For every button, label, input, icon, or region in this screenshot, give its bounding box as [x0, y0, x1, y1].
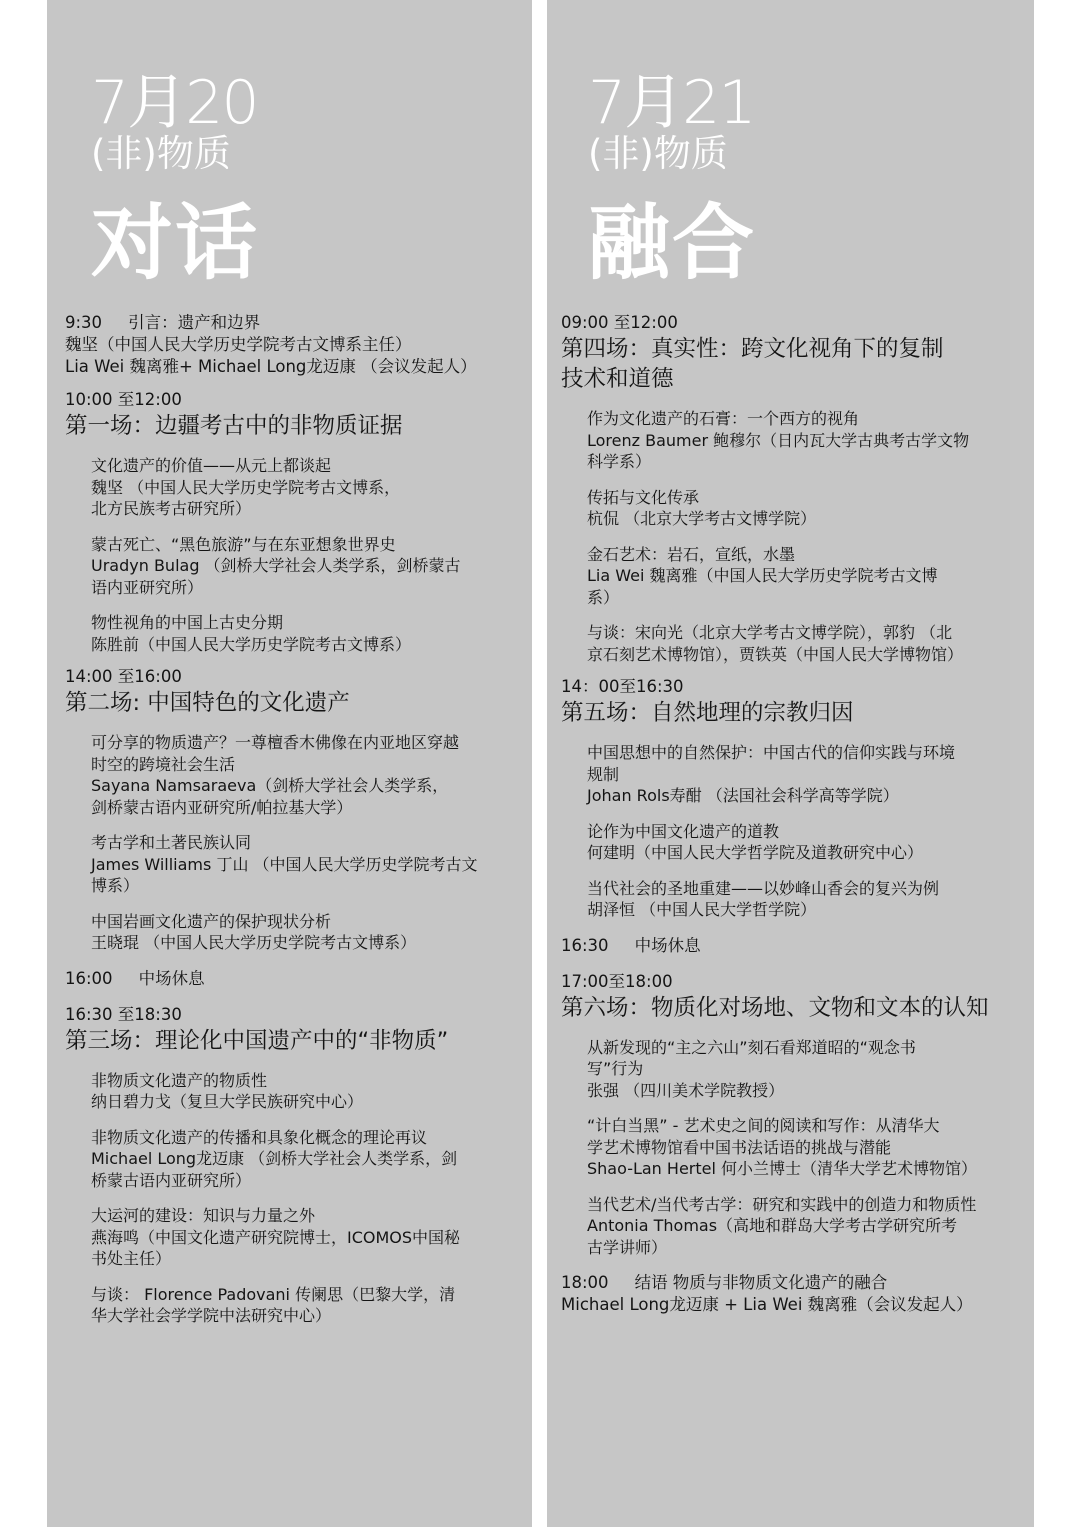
talk-speaker: Shao-Lan Hertel 何小兰博士（清华大学艺术博物馆）: [587, 1159, 978, 1178]
break-label: 中场休息: [138, 968, 205, 988]
talk-item: [587, 1194, 1026, 1259]
closing-block: [561, 1272, 1026, 1316]
opening-line: Lia Wei 魏离雅+ Michael Long龙迈康 （会议发起人）: [65, 357, 477, 376]
talk-title: 当代艺术/当代考古学：研究和实践中的创造力和物质性: [587, 1194, 977, 1214]
day2-column: [547, 0, 1034, 1527]
talk-item: [91, 1284, 524, 1327]
talk-item: [587, 878, 1026, 921]
day1-date: 7月20: [91, 68, 258, 138]
talk-item: [587, 821, 1026, 864]
talk-item: [587, 1115, 1026, 1180]
session-title: 第二场: 中国特色的文化遗产: [65, 690, 350, 716]
day1-subtitle: (非)物质: [91, 132, 231, 175]
talk-item: [587, 622, 1026, 665]
opening-title: 引言：遗产和边界: [128, 313, 261, 332]
session-2: [65, 666, 524, 954]
opening-block: [65, 312, 524, 378]
talk-speaker: 魏坚 （中国人民大学历史学院考古文博系， 北方民族考古研究所）: [91, 477, 401, 518]
session-4: [561, 312, 1026, 665]
session-title: 第一场：边疆考古中的非物质证据: [65, 413, 403, 439]
talk-title: 作为文化遗产的石膏：一个西方的视角: [587, 409, 860, 428]
talk-speaker: 杭侃 （北京大学考古文博学院）: [587, 509, 817, 528]
break-block: [561, 935, 1026, 957]
session-3: [65, 1004, 524, 1327]
talk-title: 考古学和土著民族认同: [91, 833, 252, 852]
talk-speaker: Sayana Namsaraeva（剑桥大学社会人类学系， 剑桥蒙古语内亚研究所/帕拉基大学）: [91, 776, 449, 817]
opening-line: 魏坚（中国人民大学历史学院考古文博系主任）: [65, 335, 412, 354]
talk-speaker: 纳日碧力戈（复旦大学民族研究中心）: [91, 1092, 364, 1111]
day2-date: 7月21: [588, 68, 755, 138]
break-time: 16:30: [561, 935, 609, 955]
talk-item: [91, 1070, 524, 1113]
talk-title: 从新发现的“主之六山”刻石看郑道昭的“观念书 写”行为: [587, 1037, 916, 1078]
talk-speaker: 胡泽恒 （中国人民大学哲学院）: [587, 900, 817, 919]
session-title: 第三场：理论化中国遗产中的“非物质”: [65, 1027, 449, 1054]
opening-time: 9:30: [65, 313, 103, 332]
talk-title: 非物质文化遗产的传播和具象化概念的理论再议: [91, 1127, 428, 1147]
talk-item: [91, 612, 524, 655]
discussant: 与谈：宋向光（北京大学考古文博学院），郭豹 （北 京石刻艺术博物馆），贾铁英（中国人民大学博物馆）: [587, 623, 964, 664]
session-time: 10:00 至12:00: [65, 390, 182, 409]
talk-item: [91, 1127, 524, 1192]
break-time: 16:00: [65, 968, 113, 988]
talk-title: 大运河的建设：知识与力量之外: [91, 1206, 316, 1225]
closing-title: 结语 物质与非物质文化遗产的融合: [634, 1273, 888, 1292]
session-title: 第六场：物质化对场地、文物和文本的认知: [561, 994, 989, 1021]
talk-speaker: Uradyn Bulag （剑桥大学社会人类学系，剑桥蒙古 语内亚研究所）: [91, 556, 461, 597]
day1-column: [47, 0, 532, 1527]
session-title: 第四场：真实性：跨文化视角下的复制 技术和道德: [561, 336, 944, 392]
talk-speaker: Lia Wei 魏离雅（中国人民大学历史学院考古文博 系）: [587, 566, 938, 607]
talk-item: [587, 544, 1026, 609]
talk-item: [587, 408, 1026, 473]
talk-item: [587, 1037, 1026, 1102]
talk-item: [587, 742, 1026, 807]
talk-title: 中国思想中的自然保护：中国古代的信仰实践与环境 规制: [587, 743, 956, 784]
talk-title: 当代社会的圣地重建——以妙峰山香会的复兴为例: [587, 878, 940, 898]
talk-speaker: 燕海鸣（中国文化遗产研究院博士，ICOMOS中国秘 书处主任）: [91, 1227, 461, 1268]
talk-speaker: James Williams 丁山 （中国人民大学历史学院考古文 博系）: [91, 854, 478, 895]
talk-item: [91, 534, 524, 599]
talk-title: 金石艺术：岩石，宣纸，水墨: [587, 544, 796, 564]
session-1: [65, 389, 524, 655]
talk-title: “计白当黑” - 艺术史之间的阅读和写作：从清华大 学艺术博物馆看中国书法话语的挑战与潜能: [587, 1116, 940, 1157]
discussant: 与谈： Florence Padovani 传阑思（巴黎大学，清 华大学社会学学院中法研究中心）: [91, 1284, 456, 1325]
day2-program: [561, 312, 1026, 1316]
day1-program: [65, 312, 524, 1327]
talk-speaker: Antonia Thomas（高地和群岛大学考古学研究所考 古学讲师）: [587, 1216, 958, 1257]
day1-title: 对话: [91, 196, 260, 291]
talk-title: 非物质文化遗产的物质性: [91, 1070, 268, 1090]
talk-item: [91, 911, 524, 954]
talk-item: [91, 1205, 524, 1270]
talk-speaker: 何建明（中国人民大学哲学院及道教研究中心）: [587, 843, 924, 862]
talk-title: 论作为中国文化遗产的道教: [587, 821, 780, 841]
day2-subtitle: (非)物质: [588, 132, 728, 175]
talk-title: 物性视角的中国上古史分期: [91, 613, 284, 632]
talk-title: 文化遗产的价值——从元上都谈起: [91, 456, 332, 475]
talk-title: 中国岩画文化遗产的保护现状分析: [91, 911, 332, 931]
session-time: 17:00至18:00: [561, 971, 673, 991]
break-label: 中场休息: [634, 935, 701, 955]
talk-item: [91, 732, 524, 818]
break-block: [65, 968, 524, 990]
session-time: 09:00 至12:00: [561, 313, 678, 332]
talk-speaker: Lorenz Baumer 鲍穆尔（日内瓦大学古典考古学文物 科学系）: [587, 430, 970, 471]
talk-item: [587, 487, 1026, 530]
talk-title: 可分享的物质遗产？一尊檀香木佛像在内亚地区穿越 时空的跨境社会生活: [91, 733, 460, 774]
talk-speaker: 王晓琨 （中国人民大学历史学院考古文博系）: [91, 933, 417, 952]
talk-speaker: 陈胜前（中国人民大学历史学院考古文博系）: [91, 634, 412, 654]
session-5: [561, 676, 1026, 921]
closing-line: Michael Long龙迈康 + Lia Wei 魏离雅（会议发起人）: [561, 1295, 973, 1314]
talk-speaker: Michael Long龙迈康 （剑桥大学社会人类学系，剑 桥蒙古语内亚研究所）: [91, 1149, 458, 1190]
talk-title: 蒙古死亡、“黑色旅游”与在东亚想象世界史: [91, 534, 396, 554]
talk-speaker: 张强 （四川美术学院教授）: [587, 1080, 785, 1100]
day2-title: 融合: [588, 196, 757, 291]
talk-item: [91, 455, 524, 520]
closing-time: 18:00: [561, 1273, 609, 1292]
session-time: 16:30 至18:30: [65, 1004, 182, 1024]
session-6: [561, 971, 1026, 1259]
talk-item: [91, 832, 524, 897]
talk-title: 传拓与文化传承: [587, 487, 700, 507]
talk-speaker: Johan Rols寿酣 （法国社会科学高等学院）: [587, 786, 899, 805]
session-title: 第五场：自然地理的宗教归因: [561, 700, 854, 726]
session-time: 14：00至16:30: [561, 677, 684, 696]
session-time: 14:00 至16:00: [65, 667, 182, 686]
